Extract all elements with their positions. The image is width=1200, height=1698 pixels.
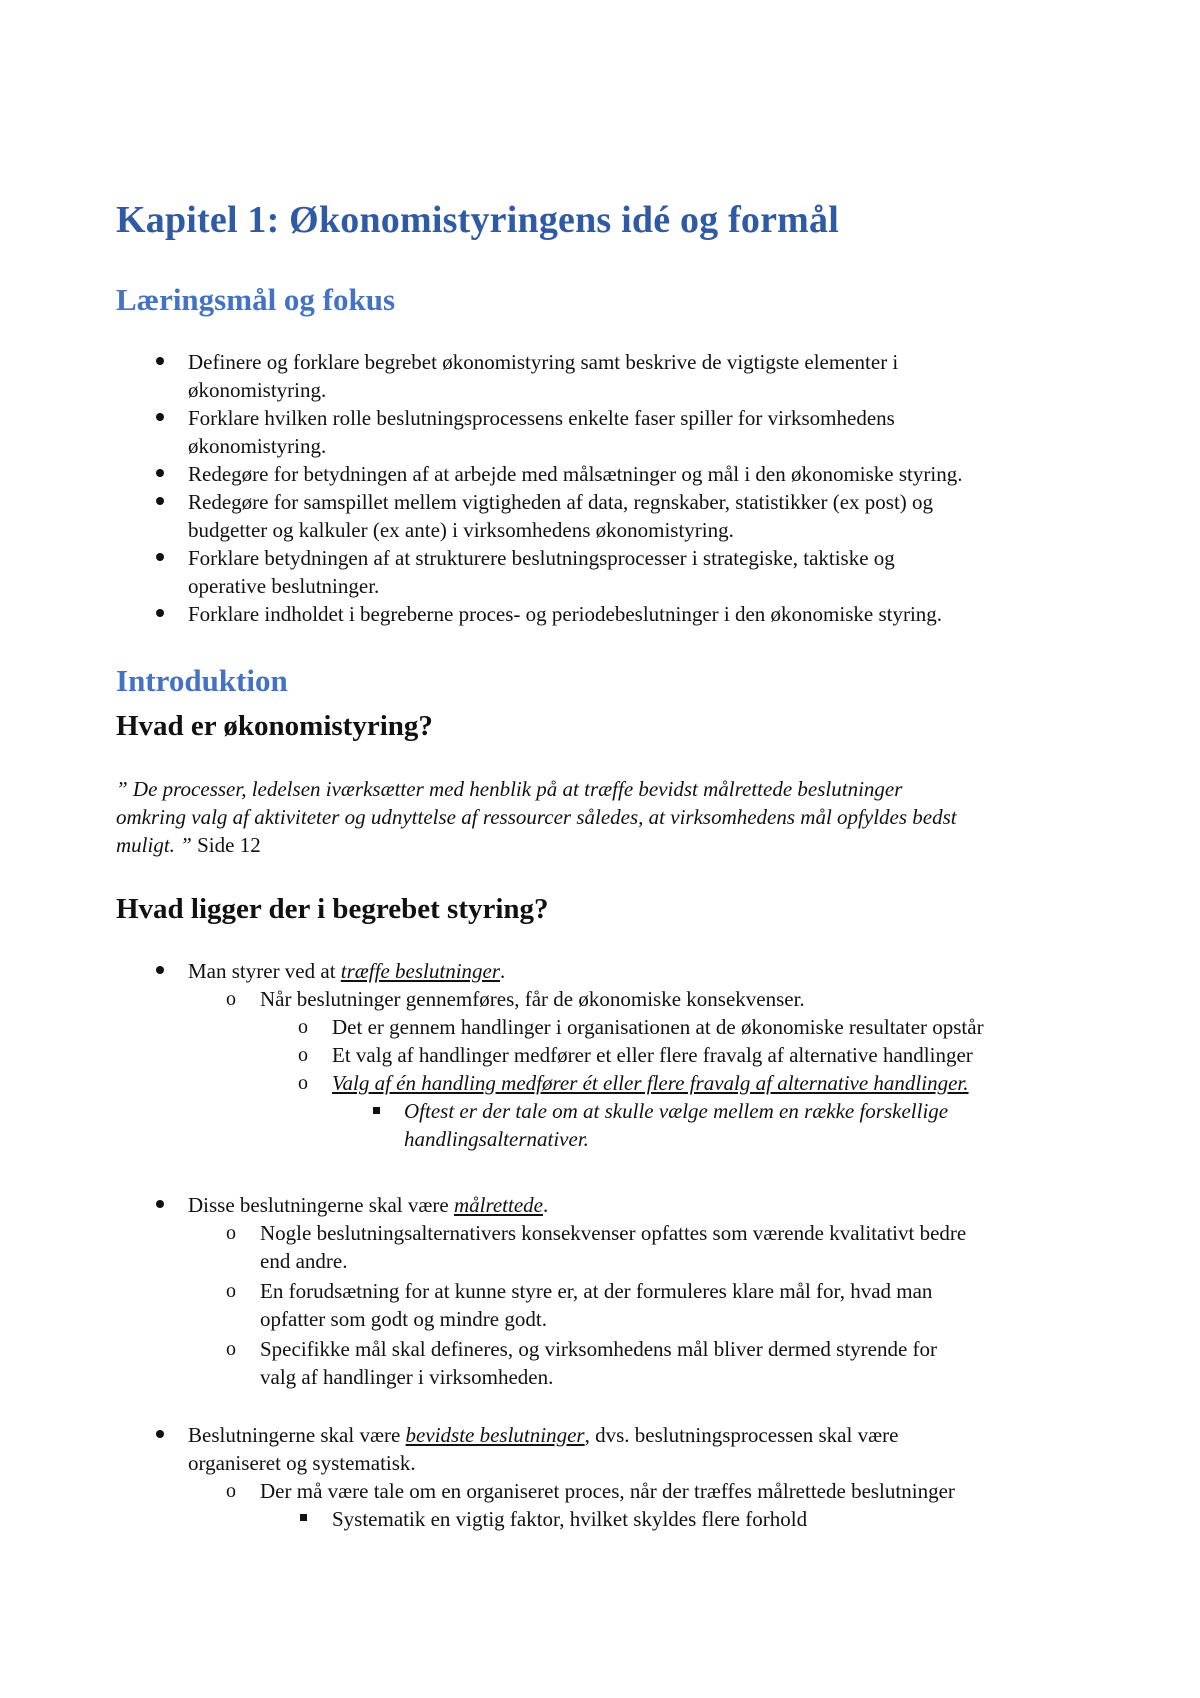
styring-b1 (188, 957, 505, 985)
bullet-icon (156, 1200, 164, 1208)
quote-line-1: ” De processer, ledelsen iværksætter med henblik på at træffe bevidst målrettede beslutninger (116, 777, 903, 801)
square-bullet-icon (373, 1107, 380, 1114)
styring-b2-sub2-line-2: opfatter som godt og mindre godt. (260, 1307, 547, 1331)
styring-b1-sub1b: Et valg af handlinger medfører et eller flere fravalg af alternative handlinger (332, 1043, 973, 1067)
circle-bullet-icon: o (226, 1222, 236, 1244)
styring-heading: Hvad ligger der i begrebet styring? (116, 893, 549, 925)
learning-item-4-line-1: Redegøre for samspillet mellem vigtigheden af data, regnskaber, statistikker (ex post) og (188, 490, 934, 514)
bullet-icon (156, 497, 164, 505)
styring-b2-post: . (542, 1193, 549, 1217)
styring-b3-pre: Beslutningerne skal være (188, 1423, 406, 1447)
bullet-icon (156, 609, 164, 617)
learning-item-4-line-2: budgetter og kalkuler (ex ante) i virksomhedens økonomistyring. (188, 518, 734, 542)
styring-b2-sub2-line-1: En forudsætning for at kunne styre er, at der formuleres klare mål for, hvad man (260, 1279, 933, 1303)
styring-b3-sub1a: Systematik en vigtig faktor, hvilket skyldes flere forhold (332, 1507, 808, 1531)
circle-bullet-icon: o (226, 1338, 236, 1360)
chapter-title: Kapitel 1: Økonomistyringens idé og formål (116, 199, 839, 241)
styring-b3-post: , dvs. beslutningsprocessen skal være (584, 1423, 899, 1447)
circle-bullet-icon: o (298, 1072, 308, 1094)
bullet-icon (156, 469, 164, 477)
learning-item-1-line-1: Definere og forklare begrebet økonomistyring samt beskrive de vigtigste elementer i (188, 350, 899, 374)
learning-item-2-line-2: økonomistyring. (188, 434, 327, 458)
learning-item-6-line-1: Forklare indholdet i begreberne proces- og periodebeslutninger i den økonomiske styring. (188, 602, 943, 626)
styring-b3-line-1 (188, 1421, 898, 1449)
styring-b2-sub1-line-1: Nogle beslutningsalternativers konsekvenser opfattes som værende kvalitativt bedre (260, 1221, 967, 1245)
styring-b1-emphasis: træffe beslutninger (340, 959, 501, 983)
styring-b1-pre: Man styrer ved at (188, 959, 341, 983)
circle-bullet-icon: o (298, 1044, 308, 1066)
quote-line-3-text: muligt. ” (116, 833, 192, 857)
styring-b1-sub1c: Valg af én handling medfører ét eller flere fravalg af alternative handlinger. (332, 1071, 969, 1095)
bullet-icon (156, 413, 164, 421)
learning-item-2-line-1: Forklare hvilken rolle beslutningsprocessens enkelte faser spiller for virksomhedens (188, 406, 895, 430)
styring-b3-sub1: Der må være tale om en organiseret proces, når der træffes målrettede beslutninger (260, 1479, 955, 1503)
circle-bullet-icon: o (226, 1480, 236, 1502)
quote-reference: Side 12 (191, 833, 261, 857)
bullet-icon (156, 1430, 164, 1438)
styring-b1-sub1c-i-line-2: handlingsalternativer. (404, 1127, 589, 1151)
styring-b2-pre: Disse beslutningerne skal være (188, 1193, 454, 1217)
learning-heading: Læringsmål og fokus (116, 282, 396, 317)
learning-item-5-line-2: operative beslutninger. (188, 574, 380, 598)
bullet-icon (156, 966, 164, 974)
styring-b2-emphasis: målrettede (453, 1193, 543, 1217)
styring-b1-post: . (500, 959, 506, 983)
quote-line-3 (116, 831, 261, 859)
styring-b2-sub1-line-2: end andre. (260, 1249, 348, 1273)
square-bullet-icon (300, 1514, 307, 1521)
styring-b2 (188, 1191, 548, 1219)
circle-bullet-icon: o (298, 1016, 308, 1038)
learning-item-1-line-2: økonomistyring. (188, 378, 327, 402)
bullet-icon (156, 553, 164, 561)
intro-subheading: Hvad er økonomistyring? (116, 710, 433, 742)
styring-b3-line-2: organiseret og systematisk. (188, 1451, 416, 1475)
styring-b2-sub3-line-2: valg af handlinger i virksomheden. (260, 1365, 554, 1389)
quote-line-2: omkring valg af aktiviteter og udnyttelse af ressourcer således, at virksomhedens mål opfyldes bedst (116, 805, 957, 829)
styring-b2-sub3-line-1: Specifikke mål skal defineres, og virksomhedens mål bliver dermed styrende for (260, 1337, 938, 1361)
styring-b1-sub1a: Det er gennem handlinger i organisationen at de økonomiske resultater opstår (332, 1015, 984, 1039)
circle-bullet-icon: o (226, 988, 236, 1010)
learning-item-3-line-1: Redegøre for betydningen af at arbejde med målsætninger og mål i den økonomiske styring. (188, 462, 963, 486)
circle-bullet-icon: o (226, 1280, 236, 1302)
styring-b3-emphasis: bevidste beslutninger (405, 1423, 585, 1447)
styring-b1-sub1c-i-line-1: Oftest er der tale om at skulle vælge mellem en række forskellige (404, 1099, 949, 1123)
intro-heading: Introduktion (116, 663, 288, 698)
bullet-icon (156, 357, 164, 365)
styring-b1-sub1: Når beslutninger gennemføres, får de økonomiske konsekvenser. (260, 987, 805, 1011)
learning-item-5-line-1: Forklare betydningen af at strukturere beslutningsprocesser i strategiske, taktiske og (188, 546, 895, 570)
